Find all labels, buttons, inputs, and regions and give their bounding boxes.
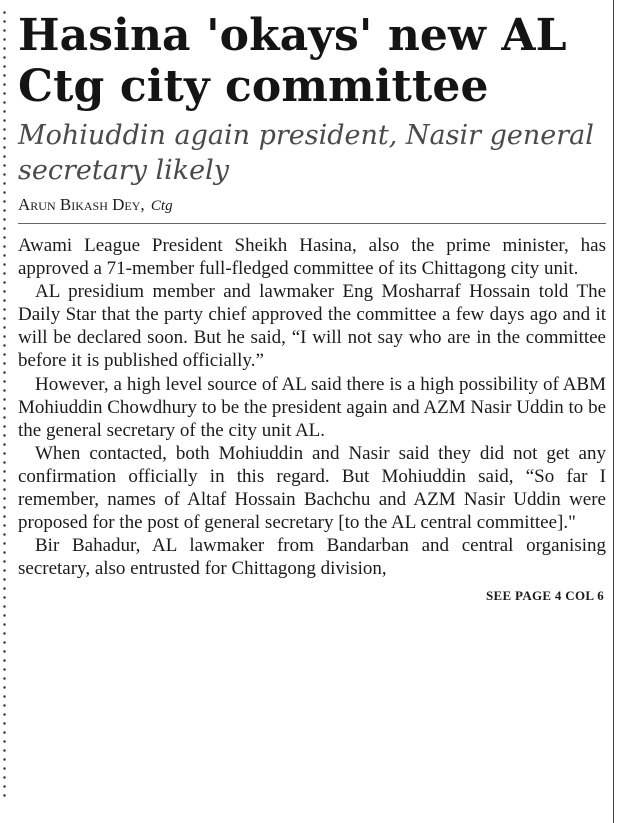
news-article [18, 10, 606, 604]
subheadline: Mohiuddin again president, Nasir general secretary likely [18, 120, 594, 186]
byline-location: Ctg [150, 198, 173, 214]
paragraph: Bir Bahadur, AL lawmaker from Bandarban and central organising secretary, also entrusted for Chittagong division, [18, 535, 606, 580]
paragraph: AL presidium member and lawmaker Eng Mosharraf Hossain told The Daily Star that the party chief approved the committee a few days ago and it will be declared soon. But he said, “I will not say who are in the committee before it is published officially.” [18, 281, 606, 372]
byline-author: Arun Bikash Dey, [18, 195, 145, 214]
column-rule [613, 0, 614, 823]
byline [18, 194, 606, 224]
headline: Hasina 'okays' new AL Ctg city committee [18, 10, 567, 112]
paragraph: When contacted, both Mohiuddin and Nasir said they did not get any confirmation officially in this regard. But Mohiuddin said, “So far I remember, names of Altaf Hossain Bachchu and AZM Nasir Uddin were proposed for the post of general secretary [to the AL central committee]." [18, 442, 606, 534]
continuation-note: SEE PAGE 4 COL 6 [486, 588, 604, 604]
dotted-border [3, 8, 6, 803]
paragraph: Awami League President Sheikh Hasina, also the prime minister, has approved a 71-member full-fledged committee of its Chittagong city unit. [18, 235, 606, 280]
article-body [18, 234, 606, 580]
paragraph: However, a high level source of AL said there is a high possibility of ABM Mohiuddin Chowdhury to be the president again and AZM Nasir Uddin to be the general secretary of the city unit AL. [18, 373, 606, 441]
